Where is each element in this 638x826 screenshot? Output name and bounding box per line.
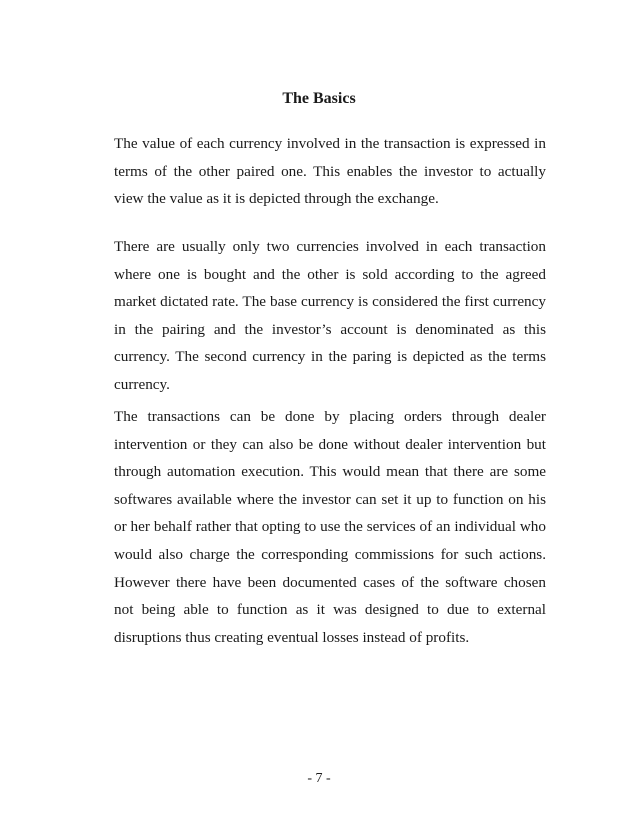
page-title: The Basics bbox=[282, 90, 356, 107]
paragraph-2: There are usually only two currencies involved in each transaction where one is bought and the other is sold according to the agreed market dictated rate. The base currency is considered the first currency in the pairing and the investor’s account is denominated as this currency. The second currency in the paring is depicted as the terms currency. bbox=[114, 238, 546, 393]
paragraph-1: The value of each currency involved in the transaction is expressed in terms of the other paired one. This enables the investor to actually view the value as it is depicted through the exchange. bbox=[114, 135, 546, 208]
page-number: - 7 - bbox=[307, 771, 331, 786]
paragraph-3: The transactions can be done by placing orders through dealer intervention or they can also be done without dealer intervention but through automation execution. This would mean that there are some softwares available where the investor can set it up to function on his or her behalf rather that opting to use the services of an individual who would also charge the corresponding commissions for such actions. However there have been documented cases of the software chosen not being able to function as it was designed to due to external disruptions thus creating eventual losses instead of profits. bbox=[114, 408, 546, 646]
